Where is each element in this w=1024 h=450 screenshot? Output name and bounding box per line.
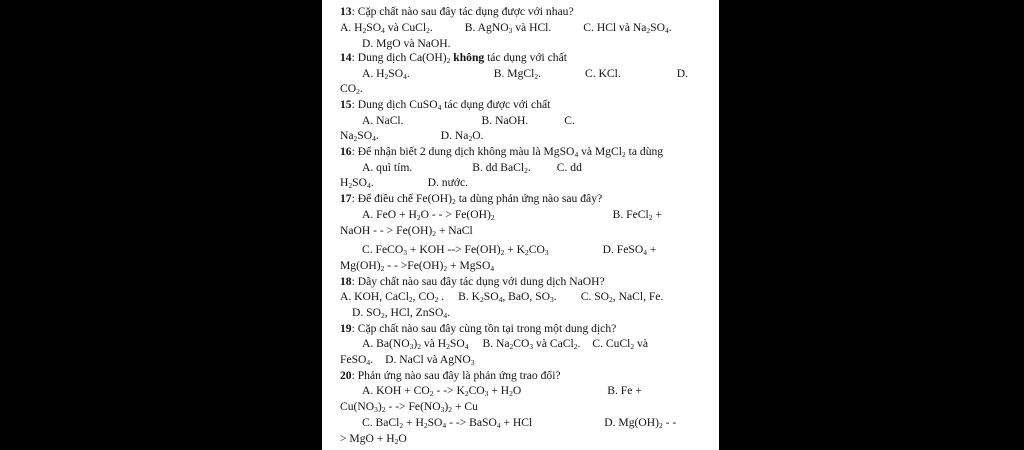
text-line — [340, 290, 663, 304]
text-run: B. MgCl — [493, 67, 535, 80]
text-run: : Phản ứng nào sau đây là phản ứng trao đổi? — [351, 369, 561, 382]
text-run: + — [646, 243, 657, 256]
text-run: C. — [564, 114, 575, 127]
text-run: ) — [444, 400, 449, 413]
subscript: 3 — [440, 405, 445, 414]
subscript: 2 — [490, 213, 495, 222]
text-run: . — [447, 306, 451, 319]
text-run: SO — [449, 337, 465, 350]
text-line — [352, 306, 450, 320]
subscript: 2 — [648, 213, 653, 222]
subscript: 4 — [490, 264, 495, 273]
text-run: - -> K — [433, 384, 465, 397]
text-line — [340, 129, 484, 143]
subscript: 3 — [544, 248, 549, 257]
subscript: 2 — [452, 197, 456, 206]
subscript: 2 — [609, 295, 613, 304]
subscript: 2 — [429, 389, 434, 398]
text-line — [362, 37, 451, 51]
subscript: 2 — [446, 342, 450, 351]
text-run: tác dụng với chất — [484, 51, 567, 64]
subscript: 2 — [525, 248, 529, 257]
text-line — [340, 400, 478, 414]
text-run: C. HCl và Na — [583, 21, 647, 34]
text-run: - - >Fe(OH) — [384, 259, 444, 272]
text-run: Mg(OH) — [340, 259, 381, 272]
subscript: 2 — [356, 87, 360, 96]
text-line — [340, 192, 602, 206]
text-line — [362, 243, 656, 257]
text-line — [340, 145, 663, 159]
text-line — [340, 176, 468, 190]
text-run: CO — [340, 82, 357, 95]
bold-text: 16 — [340, 145, 352, 158]
text-run: và CuCl — [384, 21, 427, 34]
text-run: C. dd — [556, 161, 582, 174]
subscript: 2 — [480, 295, 484, 304]
bold-text: 14 — [340, 51, 352, 64]
text-run: O — [512, 384, 522, 397]
text-run: A. quì tím. — [362, 161, 413, 174]
subscript: 3 — [409, 342, 414, 351]
text-run: : Cặp chất nào sau đây tác dụng được với nhau? — [351, 5, 574, 18]
text-run: . — [406, 67, 410, 80]
text-line — [362, 67, 688, 81]
subscript: 2 — [443, 264, 448, 273]
subscript: 4 — [372, 134, 376, 143]
text-run: + K — [504, 243, 526, 256]
text-line — [340, 98, 550, 112]
text-run: . — [527, 161, 531, 174]
text-line — [340, 369, 561, 383]
text-run: và H — [421, 337, 447, 350]
subscript: 2 — [416, 213, 421, 222]
text-run: , HCl, ZnSO — [384, 306, 444, 319]
text-run: . — [553, 290, 557, 303]
subscript: 4 — [665, 26, 669, 35]
text-line — [362, 114, 575, 128]
subscript: 2 — [659, 421, 663, 430]
subscript: 2 — [509, 342, 514, 351]
subscript: 4 — [464, 342, 469, 351]
text-run: SO — [483, 290, 499, 303]
text-run: NaOH - - > Fe(OH) — [340, 224, 433, 237]
text-line — [340, 353, 475, 367]
text-run: và MgCl — [578, 145, 622, 158]
subscript: 2 — [417, 342, 422, 351]
subscript: 2 — [423, 421, 428, 430]
text-run: SO — [366, 21, 382, 34]
subscript: 2 — [380, 264, 385, 273]
text-run: Cu(NO — [340, 400, 375, 413]
subscript: 2 — [408, 295, 413, 304]
text-run: A. Ba(NO — [362, 337, 410, 350]
subscript: 3 — [508, 26, 513, 35]
text-run: ) — [413, 337, 418, 350]
text-run: > MgO + H — [340, 432, 395, 445]
text-run: : Cặp chất nào sau đây cùng tồn tại trong một dung dịch? — [351, 322, 617, 335]
text-run: C. SO — [580, 290, 610, 303]
text-run: + Cu — [452, 400, 478, 413]
text-run: B. AgNO — [464, 21, 509, 34]
subscript: 2 — [353, 134, 358, 143]
bold-text: 18 — [340, 275, 352, 288]
text-line — [362, 161, 582, 175]
document-page — [322, 0, 719, 450]
subscript: 3 — [403, 248, 407, 257]
text-run: + MgSO — [447, 259, 491, 272]
subscript: 3 — [470, 358, 475, 367]
text-run: - -> Fe(NO — [385, 400, 441, 413]
text-run: FeSO — [340, 353, 367, 366]
text-run: B. NaOH. — [481, 114, 529, 127]
text-run: , BaO, SO — [502, 290, 551, 303]
text-line — [340, 275, 605, 289]
text-run: Na — [340, 129, 354, 142]
subscript: 3 — [484, 389, 489, 398]
subscript: 2 — [381, 405, 386, 414]
text-run: : Để điều chế Fe(OH) — [351, 192, 453, 205]
text-line — [340, 259, 494, 273]
text-run: D. Mg(OH) — [604, 416, 659, 429]
text-run: SO — [427, 416, 443, 429]
text-run: O - - > Fe(OH) — [420, 208, 491, 221]
subscript: 2 — [622, 150, 626, 159]
text-line — [340, 432, 407, 446]
text-run: A. H — [340, 21, 363, 34]
text-run: tác dụng được với chất — [441, 98, 551, 111]
text-run: . — [359, 82, 363, 95]
text-run: O. — [472, 129, 484, 142]
text-run: . — [668, 21, 672, 34]
text-run: A. FeO + H — [362, 208, 417, 221]
text-run: C. KCl. — [585, 67, 621, 80]
text-run: A. KOH + CO — [362, 384, 430, 397]
text-run: B. Na — [482, 337, 510, 350]
text-run: SO — [388, 67, 404, 80]
subscript: 2 — [432, 229, 436, 238]
subscript: 2 — [509, 389, 513, 398]
text-run: + KOH --> Fe(OH) — [406, 243, 501, 256]
subscript: 2 — [394, 437, 399, 446]
text-run: . — [438, 290, 445, 303]
text-run: + NaCl — [435, 224, 473, 237]
text-line — [340, 5, 574, 19]
text-run: D. FeSO — [602, 243, 644, 256]
bold-text: không — [453, 51, 485, 64]
text-line — [362, 384, 642, 398]
subscript: 2 — [348, 181, 353, 190]
subscript: 2 — [399, 421, 404, 430]
text-run: H — [340, 176, 349, 189]
subscript: 4 — [496, 421, 501, 430]
text-run: B. K — [458, 290, 481, 303]
text-run: ta dùng phản ứng nào sau đây? — [455, 192, 603, 205]
subscript: 3 — [374, 405, 378, 414]
text-line — [362, 208, 662, 222]
text-run: . — [577, 337, 581, 350]
text-run: C. BaCl — [362, 416, 400, 429]
subscript: 4 — [381, 26, 385, 35]
text-run: . — [370, 353, 374, 366]
subscript: 3 — [529, 342, 534, 351]
subscript: 2 — [468, 134, 473, 143]
text-run: , CO — [412, 290, 435, 303]
subscript: 3 — [550, 295, 554, 304]
text-line — [340, 51, 567, 65]
subscript: 2 — [434, 295, 439, 304]
text-run: : Để nhận biết 2 dung dịch không màu là MgSO — [351, 145, 575, 158]
text-line — [362, 416, 676, 430]
text-run: D. nước. — [427, 176, 469, 189]
subscript: 2 — [630, 342, 635, 351]
text-line — [340, 82, 363, 96]
text-run: D. — [676, 67, 689, 80]
text-run: + H — [403, 416, 424, 429]
text-line — [340, 21, 672, 35]
text-run: O — [398, 432, 407, 445]
text-run: C. FeCO — [362, 243, 404, 256]
text-run: CO — [528, 243, 545, 256]
text-run: . — [538, 67, 542, 80]
subscript: 2 — [500, 248, 505, 257]
text-run: B. dd BaCl — [472, 161, 525, 174]
text-run: - -> BaSO — [446, 416, 497, 429]
subscript: 2 — [524, 166, 528, 175]
subscript: 2 — [573, 342, 578, 351]
subscript: 2 — [448, 405, 453, 414]
text-run: D. SO — [352, 306, 381, 319]
text-run: , NaCl, Fe. — [612, 290, 664, 303]
text-run: và HCl. — [512, 21, 552, 34]
subscript: 2 — [384, 72, 389, 81]
subscript: 4 — [442, 421, 447, 430]
text-run: . — [370, 176, 374, 189]
subscript: 4 — [643, 248, 647, 257]
subscript: 4 — [403, 72, 407, 81]
bold-text: 17 — [340, 192, 352, 205]
subscript: 2 — [426, 26, 430, 35]
subscript: 4 — [498, 295, 503, 304]
bold-text: 20 — [340, 369, 352, 382]
subscript: 4 — [443, 311, 448, 320]
text-run: C. CuCl — [592, 337, 631, 350]
subscript: 2 — [646, 26, 651, 35]
text-run: B. FeCl — [612, 208, 649, 221]
text-run: A. NaCl. — [362, 114, 404, 127]
text-run: . — [375, 129, 379, 142]
text-line — [340, 322, 616, 336]
bold-text: 19 — [340, 322, 352, 335]
text-run: + — [652, 208, 662, 221]
text-run: SO — [357, 129, 373, 142]
text-run: D. MgO và NaOH. — [362, 37, 451, 50]
text-run: ta dùng — [625, 145, 664, 158]
subscript: 2 — [446, 56, 451, 65]
text-run: : Dãy chất nào sau đây tác dụng với dung dịch NaOH? — [351, 275, 605, 288]
text-line — [362, 337, 648, 351]
subscript: 4 — [437, 103, 442, 112]
subscript: 2 — [381, 311, 385, 320]
text-run: D. NaCl và AgNO — [385, 353, 471, 366]
subscript: 4 — [574, 150, 579, 159]
text-run: A. KOH, CaCl — [340, 290, 409, 303]
text-run: . — [429, 21, 433, 34]
text-run: SO — [650, 21, 665, 34]
text-run: : Dung dịch Ca(OH) — [351, 51, 447, 64]
text-run: và — [634, 337, 648, 350]
text-run: và CaCl — [533, 337, 574, 350]
subscript: 2 — [464, 389, 469, 398]
text-run: B. Fe + — [607, 384, 642, 397]
text-run: ) — [377, 400, 382, 413]
text-run: : Dung dịch CuSO — [351, 98, 438, 111]
text-run: + HCl — [500, 416, 533, 429]
bold-text: 13 — [340, 5, 352, 18]
text-run: - - — [662, 416, 677, 429]
text-run: + H — [488, 384, 510, 397]
text-run: CO — [513, 337, 530, 350]
subscript: 2 — [362, 26, 367, 35]
text-line — [340, 224, 473, 238]
bold-text: 15 — [340, 98, 352, 111]
text-run: SO — [352, 176, 367, 189]
text-run: CO — [468, 384, 485, 397]
text-run: A. H — [362, 67, 385, 80]
subscript: 4 — [366, 358, 371, 367]
text-run: D. Na — [440, 129, 469, 142]
subscript: 2 — [534, 72, 539, 81]
subscript: 4 — [366, 181, 371, 190]
